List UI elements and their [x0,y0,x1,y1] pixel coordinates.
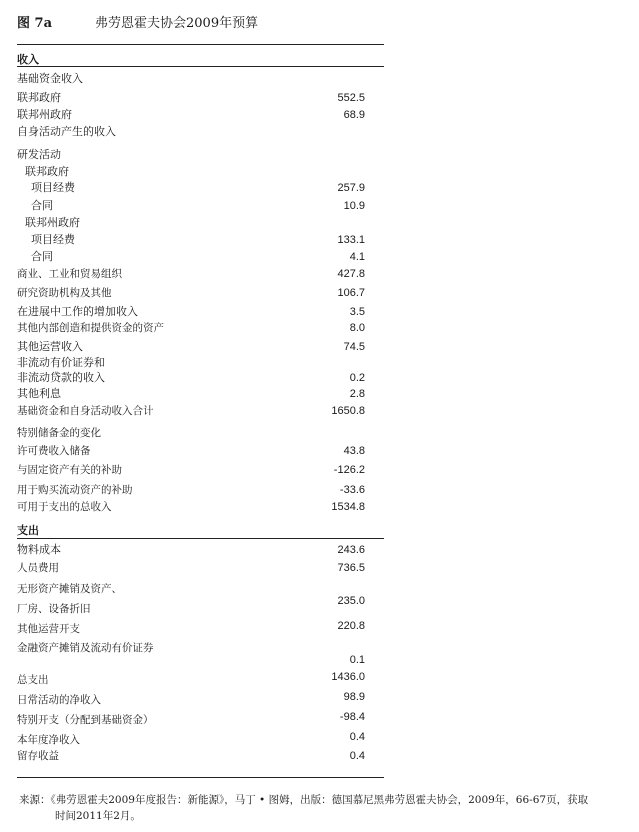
table-row [17,164,384,180]
figure-label: 图 7a [17,16,52,31]
row-value: 43.8 [343,445,365,457]
row-label: 用于购买流动资产的补助 [17,484,133,496]
row-label: 基础资金收入 [17,72,83,85]
income-section-header: 收入 [17,53,39,66]
table-row [17,748,384,764]
table-row [17,370,384,386]
table-row [17,581,384,597]
row-value: 74.5 [343,341,365,353]
table-row [17,71,384,87]
row-value: 257.9 [337,182,365,194]
row-label: 非流动贷款的收入 [17,371,105,384]
row-label: 合同 [31,199,53,212]
row-value: 1650.8 [331,405,365,417]
row-value: 220.8 [337,620,365,632]
row-label: 留存收益 [17,750,59,762]
row-value: 736.5 [337,562,365,574]
row-label: 许可费收入储备 [17,445,91,457]
row-label: 特别储备金的变化 [17,427,101,439]
table-row [17,147,384,163]
row-label: 商业、工业和贸易组织 [17,268,122,280]
table-row [17,249,384,265]
row-value: 1534.8 [331,501,365,513]
table-row [17,215,384,231]
row-value: 427.8 [337,268,365,280]
row-label: 特别开支（分配到基础资金） [17,714,154,726]
table-row [17,180,384,196]
figure-title: 弗劳恩霍夫协会2009年预算 [95,16,259,31]
row-value: 98.9 [343,691,365,703]
table-row [17,232,384,248]
row-label: 基础资金和自身活动收入合计 [17,405,154,417]
row-label: 合同 [31,250,53,263]
row-value: -126.2 [333,464,365,476]
row-label: 其他运营收入 [17,340,83,353]
table-row [17,732,384,748]
table-row [17,285,384,301]
row-value: -33.6 [339,484,365,496]
row-value: 2.8 [349,388,365,400]
row-label: 金融资产摊销及流动有价证券 [17,642,154,654]
row-label: 联邦政府 [25,165,69,178]
row-label: 项目经费 [31,233,75,246]
row-label: 与固定资产有关的补助 [17,464,122,476]
row-value: 1436.0 [331,671,365,683]
row-value: 0.4 [349,750,365,762]
row-label: 其他运营开支 [17,623,80,635]
table-row [17,621,384,637]
row-label: 研究资助机构及其他 [17,287,112,299]
expenditure-header-rule [17,538,384,539]
row-label: 本年度净收入 [17,734,80,746]
table-row [17,595,384,617]
table-row [17,425,384,441]
row-value: 552.5 [337,92,365,104]
table-row [17,90,384,106]
table-row [17,339,384,355]
table-row [17,542,384,558]
row-label: 日常活动的净收入 [17,694,101,706]
row-label: 无形资产摊销及资产、 [17,583,122,595]
row-label: 厂房、设备折旧 [17,603,91,615]
source-line-1: 来源：《弗劳恩霍夫2009年度报告：新能源》，马丁 • 图姆，出版：德国慕尼黑弗劳恩霍夫协会，2009年，66-67页，获取 [19,794,589,806]
row-label: 可用于支出的总收入 [17,501,112,513]
table-row [17,386,384,402]
income-header-rule [17,66,384,67]
source-note [19,792,624,824]
row-value: 4.1 [349,251,365,263]
table-row [17,355,384,371]
table-row [17,692,384,708]
row-label: 非流动有价证券和 [17,356,105,369]
table-row [17,499,384,515]
row-label: 总支出 [17,674,49,686]
row-value: 68.9 [343,109,365,121]
row-label: 研发活动 [17,148,61,161]
row-label: 联邦政府 [17,91,61,104]
row-label: 人员费用 [17,562,59,574]
table-row [17,107,384,123]
row-label: 其他利息 [17,387,61,400]
table-row [17,304,384,320]
expenditure-section-header: 支出 [17,524,39,537]
row-value: 0.1 [349,654,365,666]
row-value: 10.9 [343,200,365,212]
row-value: 243.6 [337,544,365,556]
row-value: 3.5 [349,306,365,318]
top-rule [17,44,384,45]
row-label: 在进展中工作的增加收入 [17,305,138,318]
row-value: 0.4 [349,731,365,743]
row-value: 106.7 [337,287,365,299]
row-label: 联邦州政府 [25,216,80,229]
table-row [17,198,384,214]
row-value: 235.0 [337,595,365,607]
table-row [17,266,384,282]
row-label: 项目经费 [31,181,75,194]
source-line-2: 时间2011年2月。 [55,810,141,822]
row-label: 其他内部创造和提供资金的资产 [17,322,164,334]
table-row [17,652,384,668]
row-value: -98.4 [339,711,365,723]
row-value: 8.0 [349,322,365,334]
row-label: 联邦州政府 [17,108,72,121]
table-row [17,712,384,728]
row-value: 133.1 [337,234,365,246]
table-row [17,320,384,336]
table-row [17,482,384,498]
bottom-rule [17,777,384,778]
table-row [17,403,384,419]
row-label: 自身活动产生的收入 [17,125,116,138]
table-row [17,462,384,478]
row-value: 0.2 [349,372,365,384]
table-row [17,672,384,688]
table-row [17,560,384,576]
table-row [17,443,384,459]
table-row [17,124,384,140]
row-label: 物料成本 [17,543,61,556]
